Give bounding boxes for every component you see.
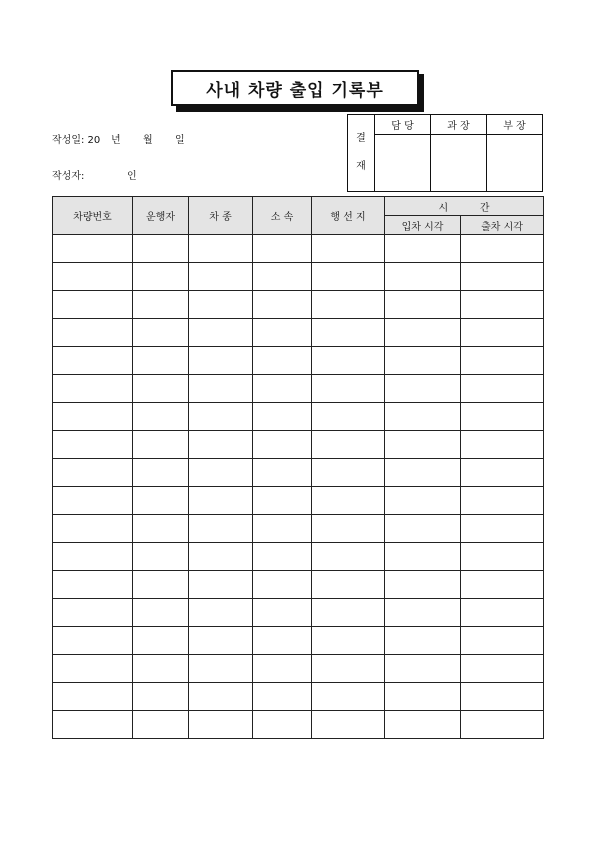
cell-destination[interactable] — [312, 711, 385, 739]
cell-time-out[interactable] — [461, 431, 544, 459]
table-row — [53, 431, 544, 459]
cell-time-out[interactable] — [461, 291, 544, 319]
cell-type[interactable] — [189, 571, 253, 599]
cell-type[interactable] — [189, 347, 253, 375]
cell-plate[interactable] — [53, 487, 133, 515]
table-row — [53, 571, 544, 599]
cell-destination[interactable] — [312, 431, 385, 459]
table-row — [53, 515, 544, 543]
cell-dept[interactable] — [253, 571, 312, 599]
header-time-out: 출차 시각 — [461, 216, 544, 235]
cell-time-out[interactable] — [461, 543, 544, 571]
cell-dept[interactable] — [253, 711, 312, 739]
header-type: 차 종 — [189, 197, 253, 235]
cell-destination[interactable] — [312, 319, 385, 347]
cell-driver[interactable] — [133, 319, 189, 347]
cell-time-in[interactable] — [385, 683, 461, 711]
header-driver: 운행자 — [133, 197, 189, 235]
approval-box — [347, 114, 543, 192]
approval-col-section-chief: 과 장 — [431, 115, 487, 135]
cell-dept[interactable] — [253, 655, 312, 683]
cell-destination[interactable] — [312, 683, 385, 711]
table-row — [53, 599, 544, 627]
cell-destination[interactable] — [312, 347, 385, 375]
approval-side-label — [348, 115, 375, 192]
cell-plate[interactable] — [53, 459, 133, 487]
cell-driver[interactable] — [133, 711, 189, 739]
cell-time-out[interactable] — [461, 319, 544, 347]
cell-destination[interactable] — [312, 655, 385, 683]
cell-plate[interactable] — [53, 291, 133, 319]
table-row — [53, 319, 544, 347]
header-plate: 차량번호 — [53, 197, 133, 235]
cell-driver[interactable] — [133, 263, 189, 291]
table-row — [53, 655, 544, 683]
cell-type[interactable] — [189, 711, 253, 739]
cell-plate[interactable] — [53, 571, 133, 599]
cell-type[interactable] — [189, 627, 253, 655]
cell-destination[interactable] — [312, 627, 385, 655]
cell-time-out[interactable] — [461, 347, 544, 375]
cell-driver[interactable] — [133, 347, 189, 375]
author-label: 작성자: — [52, 171, 85, 182]
table-row — [53, 235, 544, 263]
date-month: 월 — [143, 135, 153, 146]
header-destination: 행 선 지 — [312, 197, 385, 235]
table-row — [53, 263, 544, 291]
cell-dept[interactable] — [253, 347, 312, 375]
table-row — [53, 459, 544, 487]
cell-dept[interactable] — [253, 543, 312, 571]
cell-driver[interactable] — [133, 431, 189, 459]
cell-type[interactable] — [189, 319, 253, 347]
cell-plate[interactable] — [53, 543, 133, 571]
cell-plate[interactable] — [53, 655, 133, 683]
table-row — [53, 487, 544, 515]
table-row — [53, 627, 544, 655]
cell-time-in[interactable] — [385, 515, 461, 543]
table-row — [53, 543, 544, 571]
page-title: 사내 차량 출입 기록부 — [171, 70, 419, 106]
cell-dept[interactable] — [253, 431, 312, 459]
cell-driver[interactable] — [133, 627, 189, 655]
cell-dept[interactable] — [253, 599, 312, 627]
cell-time-in[interactable] — [385, 291, 461, 319]
cell-time-in[interactable] — [385, 319, 461, 347]
table-row — [53, 711, 544, 739]
cell-plate[interactable] — [53, 319, 133, 347]
cell-type[interactable] — [189, 263, 253, 291]
approval-side-top: 결 — [356, 133, 366, 144]
cell-time-out[interactable] — [461, 683, 544, 711]
table-row — [53, 375, 544, 403]
cell-time-in[interactable] — [385, 599, 461, 627]
cell-plate[interactable] — [53, 431, 133, 459]
cell-time-in[interactable] — [385, 459, 461, 487]
table-row — [53, 347, 544, 375]
cell-type[interactable] — [189, 291, 253, 319]
cell-time-out[interactable] — [461, 459, 544, 487]
vehicle-log-table — [52, 196, 544, 739]
cell-time-out[interactable] — [461, 263, 544, 291]
cell-type[interactable] — [189, 599, 253, 627]
cell-driver[interactable] — [133, 375, 189, 403]
cell-time-out[interactable] — [461, 403, 544, 431]
cell-dept[interactable] — [253, 403, 312, 431]
cell-time-out[interactable] — [461, 627, 544, 655]
cell-destination[interactable] — [312, 291, 385, 319]
cell-time-in[interactable] — [385, 347, 461, 375]
cell-dept[interactable] — [253, 459, 312, 487]
approval-col-manager: 담 당 — [375, 115, 431, 135]
cell-destination[interactable] — [312, 403, 385, 431]
cell-time-out[interactable] — [461, 515, 544, 543]
approval-sign-department-head[interactable] — [487, 135, 543, 192]
cell-time-in[interactable] — [385, 571, 461, 599]
cell-destination[interactable] — [312, 599, 385, 627]
cell-plate[interactable] — [53, 347, 133, 375]
table-row — [53, 403, 544, 431]
author-seal: 인 — [127, 171, 137, 182]
cell-type[interactable] — [189, 459, 253, 487]
cell-driver[interactable] — [133, 403, 189, 431]
cell-time-in[interactable] — [385, 487, 461, 515]
cell-driver[interactable] — [133, 235, 189, 263]
cell-type[interactable] — [189, 375, 253, 403]
cell-time-out[interactable] — [461, 711, 544, 739]
cell-dept[interactable] — [253, 627, 312, 655]
cell-plate[interactable] — [53, 599, 133, 627]
cell-type[interactable] — [189, 655, 253, 683]
cell-type[interactable] — [189, 431, 253, 459]
cell-driver[interactable] — [133, 683, 189, 711]
cell-destination[interactable] — [312, 571, 385, 599]
log-body — [53, 235, 544, 739]
cell-time-in[interactable] — [385, 375, 461, 403]
date-day: 일 — [175, 135, 185, 146]
cell-plate[interactable] — [53, 235, 133, 263]
header-time: 시 간 — [385, 197, 544, 216]
cell-time-out[interactable] — [461, 235, 544, 263]
cell-time-in[interactable] — [385, 543, 461, 571]
date-label: 작성일: 20 — [52, 135, 101, 146]
cell-time-in[interactable] — [385, 263, 461, 291]
cell-driver[interactable] — [133, 655, 189, 683]
approval-sign-manager[interactable] — [375, 135, 431, 192]
cell-type[interactable] — [189, 487, 253, 515]
cell-driver[interactable] — [133, 515, 189, 543]
cell-plate[interactable] — [53, 263, 133, 291]
cell-driver[interactable] — [133, 459, 189, 487]
cell-dept[interactable] — [253, 487, 312, 515]
cell-destination[interactable] — [312, 375, 385, 403]
date-year: 년 — [111, 135, 121, 146]
cell-plate[interactable] — [53, 515, 133, 543]
cell-destination[interactable] — [312, 515, 385, 543]
cell-dept[interactable] — [253, 515, 312, 543]
cell-plate[interactable] — [53, 375, 133, 403]
cell-plate[interactable] — [53, 627, 133, 655]
cell-destination[interactable] — [312, 235, 385, 263]
cell-type[interactable] — [189, 515, 253, 543]
header-time-in: 입차 시각 — [385, 216, 461, 235]
cell-type[interactable] — [189, 403, 253, 431]
cell-time-in[interactable] — [385, 711, 461, 739]
cell-dept[interactable] — [253, 235, 312, 263]
approval-side-bottom: 재 — [356, 161, 366, 172]
cell-driver[interactable] — [133, 543, 189, 571]
cell-driver[interactable] — [133, 487, 189, 515]
cell-time-out[interactable] — [461, 487, 544, 515]
cell-dept[interactable] — [253, 375, 312, 403]
cell-destination[interactable] — [312, 459, 385, 487]
cell-dept[interactable] — [253, 291, 312, 319]
cell-time-in[interactable] — [385, 431, 461, 459]
table-row — [53, 291, 544, 319]
cell-type[interactable] — [189, 683, 253, 711]
cell-dept[interactable] — [253, 683, 312, 711]
cell-destination[interactable] — [312, 487, 385, 515]
cell-driver[interactable] — [133, 291, 189, 319]
cell-dept[interactable] — [253, 263, 312, 291]
cell-plate[interactable] — [53, 683, 133, 711]
cell-plate[interactable] — [53, 403, 133, 431]
cell-destination[interactable] — [312, 263, 385, 291]
cell-destination[interactable] — [312, 543, 385, 571]
cell-type[interactable] — [189, 235, 253, 263]
cell-driver[interactable] — [133, 571, 189, 599]
header-dept: 소 속 — [253, 197, 312, 235]
cell-type[interactable] — [189, 543, 253, 571]
cell-driver[interactable] — [133, 599, 189, 627]
cell-time-in[interactable] — [385, 627, 461, 655]
cell-time-out[interactable] — [461, 571, 544, 599]
cell-time-out[interactable] — [461, 375, 544, 403]
cell-time-in[interactable] — [385, 655, 461, 683]
cell-dept[interactable] — [253, 319, 312, 347]
cell-time-out[interactable] — [461, 655, 544, 683]
cell-time-in[interactable] — [385, 235, 461, 263]
cell-time-out[interactable] — [461, 599, 544, 627]
approval-sign-section-chief[interactable] — [431, 135, 487, 192]
cell-plate[interactable] — [53, 711, 133, 739]
approval-col-department-head: 부 장 — [487, 115, 543, 135]
cell-time-in[interactable] — [385, 403, 461, 431]
table-row — [53, 683, 544, 711]
